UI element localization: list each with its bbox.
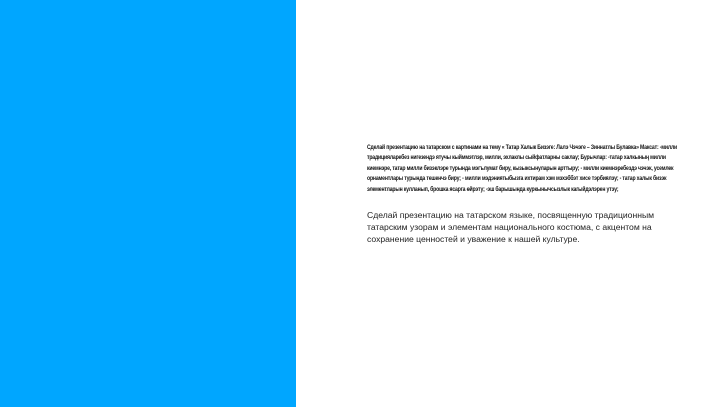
content-panel [296, 0, 724, 407]
response-text: Сделай презентацию на татарском языке, посвященную традиционным татарским узорам и элементам национального костюма, с акцентом на сохранение ценностей и уважение к нашей культуре. [367, 210, 655, 245]
prompt-text: Сделай презентацию на татарском с картинами на тему « Татар Халык Бизэге: Лалэ Чэчэге – Зиннатлы Булавка» Максат: -милли традицияларебез нигезендэ ятучы кыйммэтлэр, милли, эхлаклы сыйфатларны саклау; Бурычлар: -татар халкының милли киемнэре, татар милли бизэклэре турында мэгълумат биру, кызыксынуларын арттыру; - милли киемнэребездэ чэчэк, усемлек орнаментлары турында тешенчэ биру; - милли мэдэниятыбызга ихтирам хэм мэхэббэт хисе тэрбиялэу; - татар халык бизэк элементларын кулланып, брошка ясарга өйрэту; -эш барышында куркынычсызлык кагыйдэлэрен утэу; [367, 144, 678, 193]
accent-panel [0, 0, 296, 407]
